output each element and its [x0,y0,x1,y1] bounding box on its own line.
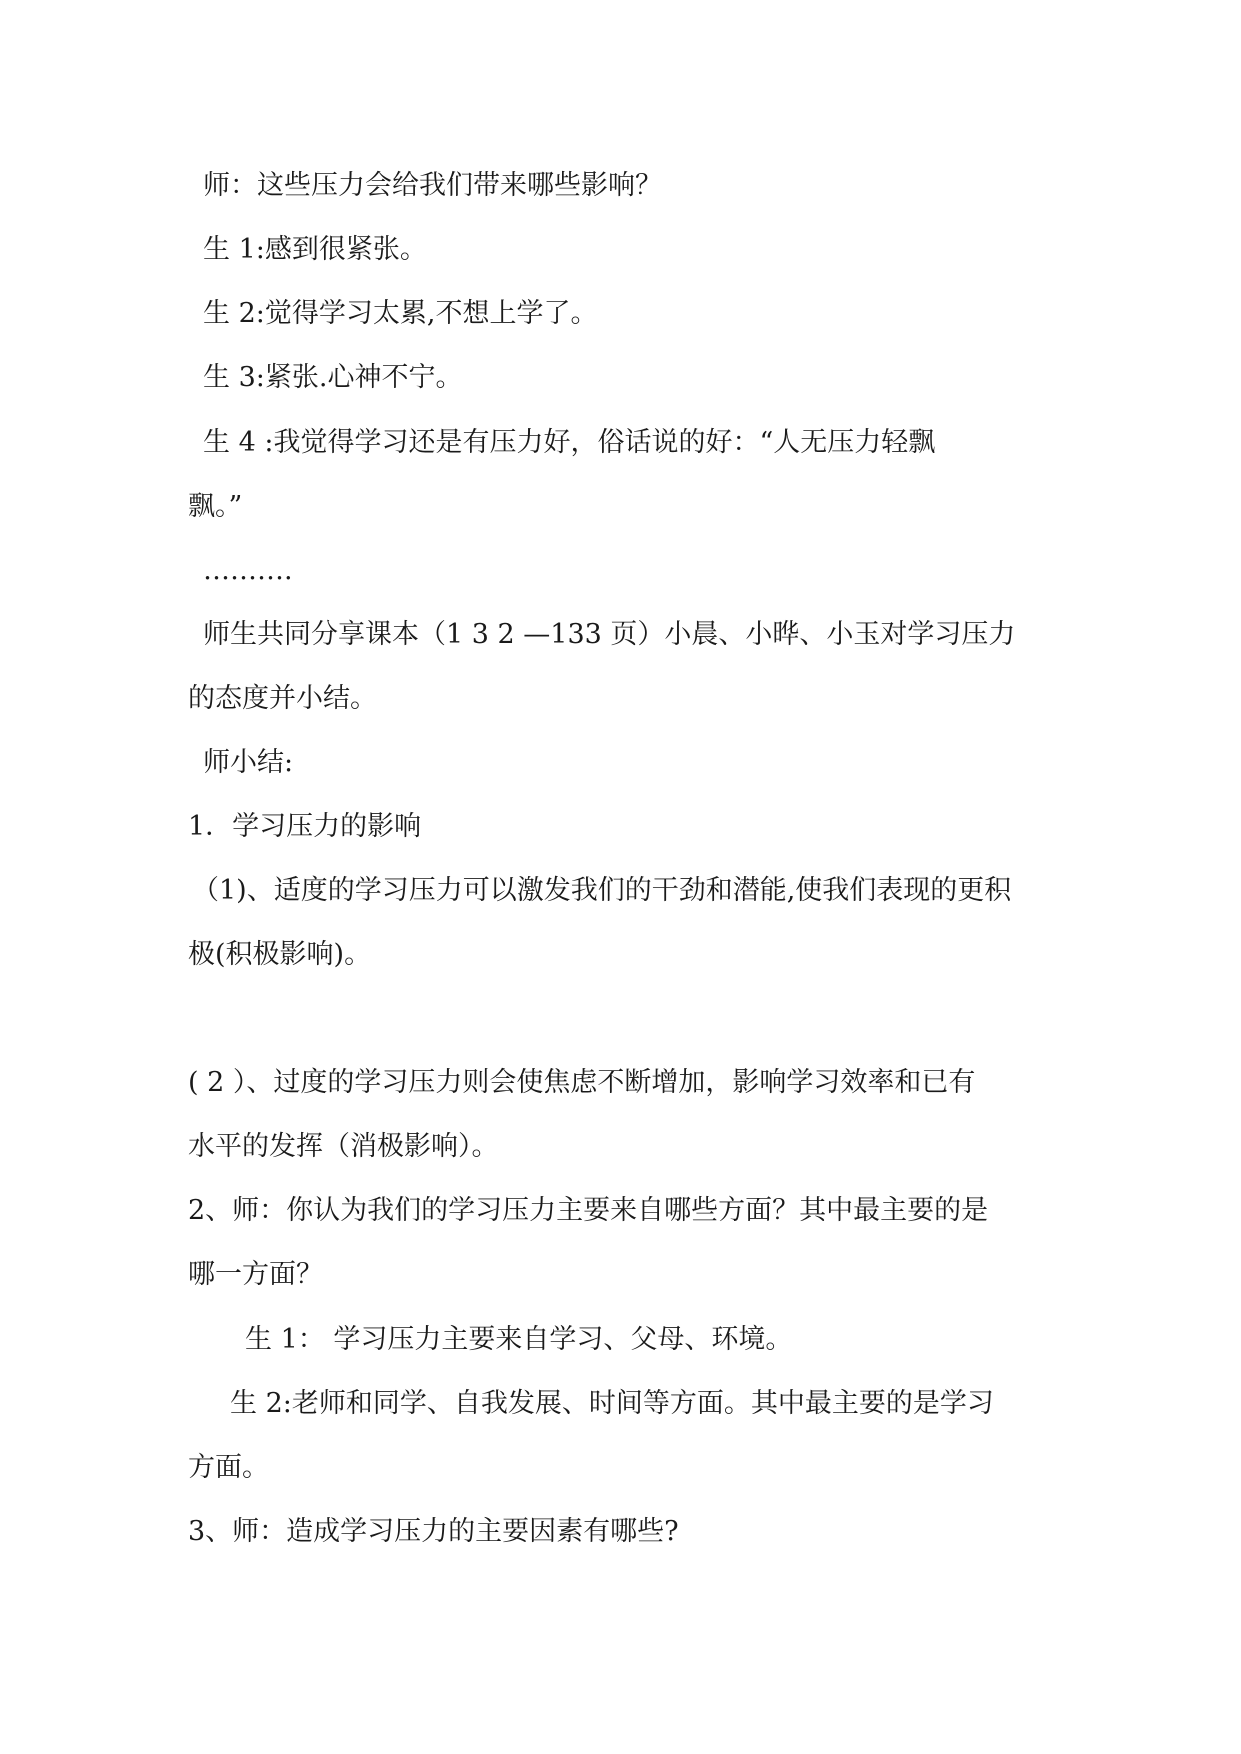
text-line-section-2-question-cont: 哪一方面？ [188,1259,323,1290]
text-line-student-4: 生 4 :我觉得学习还是有压力好，俗话说的好：“人无压力轻飘 [203,427,936,458]
text-line-section-1-heading: 1．学习压力的影响 [188,811,422,842]
text-line-section-2-student-2-cont: 方面。 [188,1452,269,1483]
text-line-item-1: （1)、适度的学习压力可以激发我们的干劲和潜能,使我们表现的更积 [192,875,1012,906]
text-line-section-2-student-2: 生 2:老师和同学、自我发展、时间等方面。其中最主要的是学习 [230,1388,994,1419]
text-line-item-2: ( 2 ）、过度的学习压力则会使焦虑不断增加，影响学习效率和已有 [188,1067,976,1098]
text-line-shared-reading-cont: 的态度并小结。 [188,683,377,714]
text-line-student-3: 生 3:紧张.心神不宁。 [203,362,463,393]
text-line-item-2-cont: 水平的发挥（消极影响）。 [188,1131,499,1162]
text-line-teacher-question: 师：这些压力会给我们带来哪些影响？ [203,170,662,201]
text-line-summary-heading: 师小结: [203,747,294,778]
text-line-section-2-question: 2、师：你认为我们的学习压力主要来自哪些方面？其中最主要的是 [188,1195,989,1226]
text-line-section-3-question: 3、师：造成学习压力的主要因素有哪些? [188,1516,679,1547]
text-line-section-2-student-1: 生 1： 学习压力主要来自学习、父母、环境。 [245,1324,793,1355]
text-line-shared-reading: 师生共同分享课本（1 3 2 —133 页）小晨、小晔、小玉对学习压力 [203,619,1016,650]
text-line-ellipsis: ………. [203,555,293,586]
text-line-item-1-cont: 极(积极影响)。 [188,939,372,970]
text-line-student-2: 生 2:觉得学习太累,不想上学了。 [203,298,598,329]
text-line-student-4-cont: 飘。” [188,491,243,522]
text-line-student-1: 生 1:感到很紧张。 [203,234,427,265]
